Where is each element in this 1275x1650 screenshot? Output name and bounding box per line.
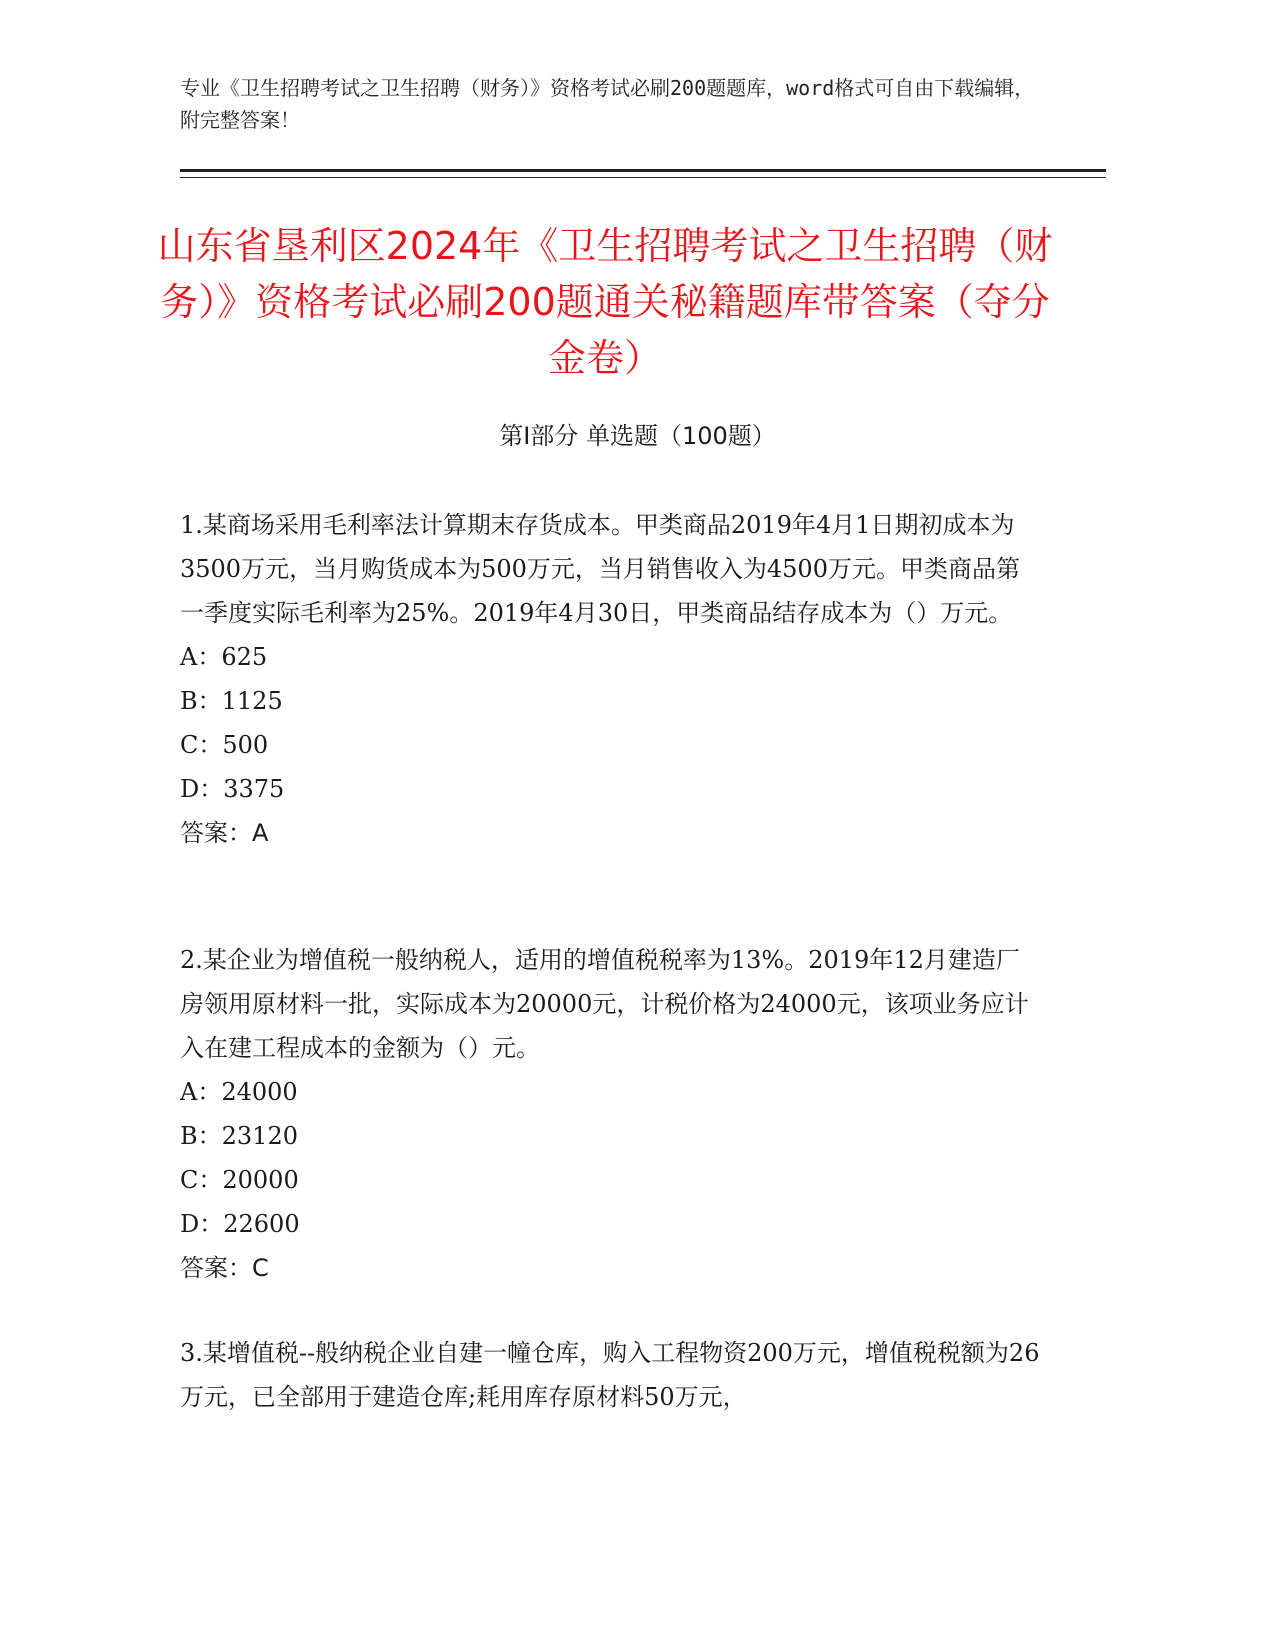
question-1 [180,503,1040,855]
question-3 [180,1331,1040,1419]
option-d: D：22600 [180,1210,300,1238]
header-rule-thick [180,169,1106,172]
question-stem: 1.某商场采用毛利率法计算期末存货成本。甲类商品2019年4月1日期初成本为3500万元，当月购货成本为500万元，当月销售收入为4500万元。甲类商品第一季度实际毛利率为25%。2019年4月30日，甲类商品结存成本为（）万元。 [180,511,1020,627]
section-title: 第Ⅰ部分 单选题（100题） [499,422,776,450]
header-rule-thin [180,177,1106,178]
header-note: 专业《卫生招聘考试之卫生招聘（财务）》资格考试必刷200题题库，word格式可自由下载编辑，附完整答案！ [180,76,1035,132]
document-title: 山东省垦利区2024年《卫生招聘考试之卫生招聘（财务）》资格考试必刷200题通关秘籍题库带答案（夺分金卷） [157,224,1053,380]
answer: 答案：A [180,819,269,847]
option-a: A：24000 [180,1078,298,1106]
answer: 答案：C [180,1254,269,1282]
option-a: A：625 [180,643,268,671]
question-stem: 3.某增值税--般纳税企业自建一幢仓库，购入工程物资200万元，增值税税额为26万元，已全部用于建造仓库;耗用库存原材料50万元， [180,1339,1040,1411]
question-stem: 2.某企业为增值税一般纳税人，适用的增值税税率为13%。2019年12月建造厂房领用原材料一批，实际成本为20000元，计税价格为24000元，该项业务应计入在建工程成本的金额为（）元。 [180,946,1029,1062]
option-c: C：20000 [180,1166,299,1194]
option-d: D：3375 [180,775,285,803]
option-b: B：1125 [180,687,283,715]
question-2 [180,938,1040,1290]
option-c: C：500 [180,731,269,759]
option-b: B：23120 [180,1122,298,1150]
